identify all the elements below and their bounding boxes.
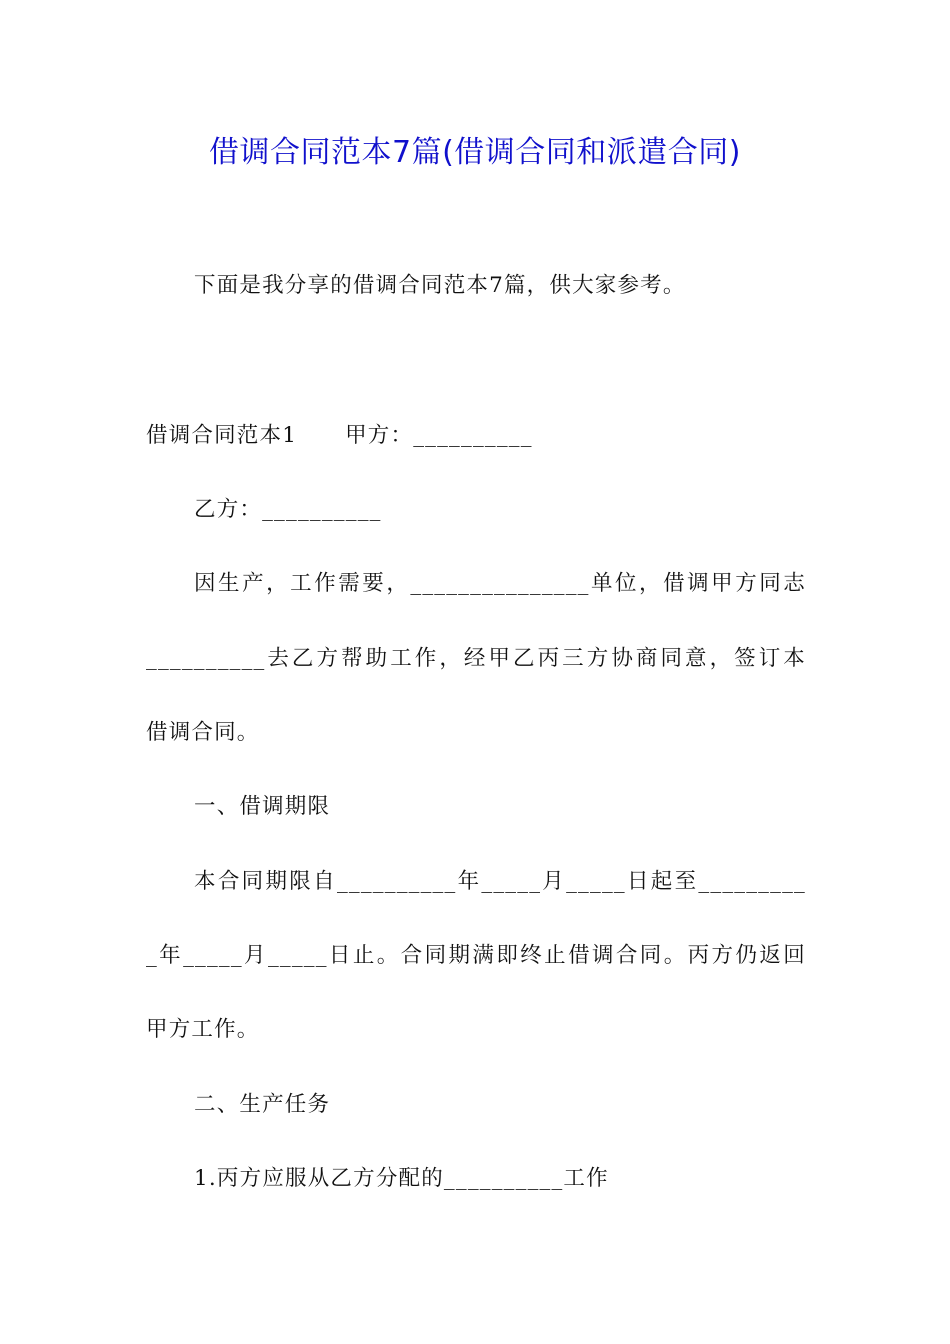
clause-1-heading: 一、借调期限 — [194, 794, 331, 819]
party-a-field: 甲方：__________ — [345, 423, 533, 448]
clause-2-heading: 二、生产任务 — [194, 1092, 331, 1117]
contract-header-line — [146, 420, 806, 452]
clause-2-item-1: 1.丙方应服从乙方分配的__________工作 — [194, 1166, 609, 1191]
clause-1-line-1: 本合同期限自__________年_____月_____日起至_________ — [194, 869, 806, 894]
purpose-line-2: __________去乙方帮助工作，经甲乙丙三方协商同意，签订本 — [146, 646, 806, 671]
party-b-field: 乙方：__________ — [194, 497, 382, 522]
purpose-line-1: 因生产，工作需要，_______________单位，借调甲方同志 — [194, 571, 806, 596]
intro-paragraph: 下面是我分享的借调合同范本7篇，供大家参考。 — [194, 273, 686, 298]
purpose-line-3: 借调合同。 — [146, 720, 260, 745]
clause-1-line-3: 甲方工作。 — [146, 1017, 260, 1042]
document-title: 借调合同范本7篇(借调合同和派遣合同) — [209, 135, 741, 170]
section-heading: 借调合同范本1 — [146, 423, 298, 448]
clause-1-line-2: _年_____月_____日止。合同期满即终止借调合同。丙方仍返回 — [146, 943, 806, 968]
